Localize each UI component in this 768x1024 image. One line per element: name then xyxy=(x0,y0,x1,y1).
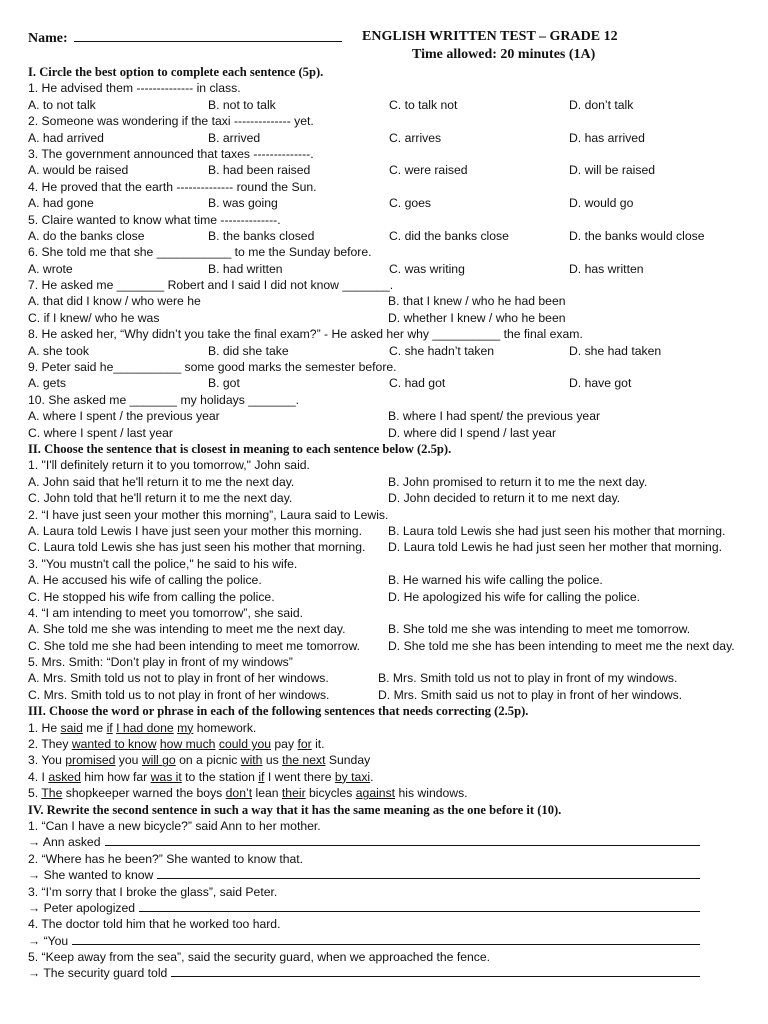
sentence-fragment: bicycles xyxy=(305,786,356,801)
question-row xyxy=(28,605,748,621)
option-c: C. where I spent / last year xyxy=(28,425,173,440)
underlined-option[interactable]: could you xyxy=(218,737,272,752)
option-c: C. Laura told Lewis she has just seen his mother that morning. xyxy=(28,540,366,555)
option-d: D. she had taken xyxy=(569,343,662,358)
question-text: 10. She asked me _______ my holidays _______. xyxy=(28,392,300,407)
question-row xyxy=(28,113,748,129)
page-title: ENGLISH WRITTEN TEST – GRADE 12 xyxy=(362,29,618,44)
question-text: 1. “Can I have a new bicycle?” said Ann to her mother. xyxy=(28,818,321,833)
option-c: C. were raised xyxy=(389,163,468,178)
option-row xyxy=(28,687,748,703)
sentence-fragment: shopkeeper warned the boys xyxy=(62,786,226,801)
underlined-option[interactable]: will go xyxy=(141,753,176,768)
test-body xyxy=(28,64,748,982)
option-a: A. He accused his wife of calling the police. xyxy=(28,573,262,588)
option-row xyxy=(28,375,748,391)
option-row xyxy=(28,572,748,588)
option-b: B. John promised to return it to me the next day. xyxy=(388,474,648,489)
question-text: 5. Claire wanted to know what time --------------. xyxy=(28,212,281,227)
question-text: 1. "I'll definitely return it to you tomorrow," John said. xyxy=(28,458,310,473)
sentence-fragment: . xyxy=(370,769,374,784)
option-c: C. had got xyxy=(389,376,446,391)
option-row xyxy=(28,293,748,309)
underlined-option[interactable]: if xyxy=(106,720,113,735)
option-b: B. had written xyxy=(208,261,283,276)
option-b: B. Mrs. Smith told us not to play in front of my windows. xyxy=(378,671,678,686)
underlined-option[interactable]: The xyxy=(41,786,63,801)
option-row xyxy=(28,130,748,146)
underlined-option[interactable]: by taxi xyxy=(334,769,371,784)
answer-stem: → She wanted to know xyxy=(28,868,154,883)
option-d: D. don’t talk xyxy=(569,97,634,112)
underlined-option[interactable]: the next xyxy=(282,753,326,768)
underlined-option[interactable]: against xyxy=(355,786,396,801)
option-b: B. was going xyxy=(208,196,278,211)
option-a: A. gets xyxy=(28,376,66,391)
question-row xyxy=(28,457,748,473)
option-a: A. she took xyxy=(28,343,89,358)
answer-row xyxy=(28,900,748,916)
option-b: B. did she take xyxy=(208,343,289,358)
sentence-fragment: Sunday xyxy=(325,753,371,768)
question-text: 2. “Where has he been?” She wanted to know that. xyxy=(28,851,304,866)
option-b: B. had been raised xyxy=(208,163,311,178)
option-c: C. was writing xyxy=(389,261,465,276)
question-row xyxy=(28,556,748,572)
section-heading xyxy=(28,802,748,818)
option-row xyxy=(28,589,748,605)
option-b: B. that I knew / who he had been xyxy=(388,294,566,309)
answer-stem: → “You xyxy=(28,933,69,948)
question-text: 5. Mrs. Smith: “Don’t play in front of my windows” xyxy=(28,655,293,670)
option-row xyxy=(28,408,748,424)
question-text: 2. “I have just seen your mother this morning”, Laura said to Lewis. xyxy=(28,507,389,522)
option-row xyxy=(28,621,748,637)
option-c: C. John told that he'll return it to me the next day. xyxy=(28,491,293,506)
question-row xyxy=(28,392,748,408)
rewrite-prompt xyxy=(28,916,748,932)
sentence-fragment: 2. They xyxy=(28,737,72,752)
question-text: 7. He asked me _______ Robert and I said I did not know _______. xyxy=(28,278,394,293)
underlined-option[interactable]: with xyxy=(240,753,263,768)
option-a: A. had arrived xyxy=(28,130,104,145)
rewrite-prompt xyxy=(28,884,748,900)
option-d: D. would go xyxy=(569,196,634,211)
underlined-option[interactable]: for xyxy=(297,737,312,752)
question-row xyxy=(28,212,748,228)
option-d: D. have got xyxy=(569,376,632,391)
question-row xyxy=(28,244,748,260)
option-a: A. would be raised xyxy=(28,163,129,178)
option-row xyxy=(28,343,748,359)
option-b: B. Laura told Lewis she had just seen his mother that morning. xyxy=(388,523,726,538)
answer-row xyxy=(28,834,748,850)
option-a: A. had gone xyxy=(28,196,94,211)
question-row xyxy=(28,359,748,375)
underlined-option[interactable]: how much xyxy=(159,737,216,752)
sentence-fragment: him how far xyxy=(80,769,151,784)
underlined-option[interactable]: asked xyxy=(48,769,81,784)
underlined-option[interactable]: wanted to know xyxy=(71,737,157,752)
answer-blank-line[interactable] xyxy=(139,900,700,912)
answer-row xyxy=(28,965,748,981)
underlined-option[interactable]: promised xyxy=(65,753,116,768)
sentence-fragment: pay xyxy=(271,737,298,752)
option-c: C. did the banks close xyxy=(389,228,509,243)
question-text: 4. He proved that the earth -------------- round the Sun. xyxy=(28,179,317,194)
option-d: D. the banks would close xyxy=(569,228,705,243)
answer-stem: → Ann asked xyxy=(28,835,101,850)
question-text: 1. He advised them -------------- in class. xyxy=(28,81,241,96)
rewrite-prompt xyxy=(28,949,748,965)
question-row xyxy=(28,507,748,523)
question-row xyxy=(28,277,748,293)
option-b: B. the banks closed xyxy=(208,228,315,243)
sentence-fragment: to the station xyxy=(181,769,259,784)
sentence-fragment: 1. He xyxy=(28,720,61,735)
option-c: C. Mrs. Smith told us to not play in front of her windows. xyxy=(28,687,330,702)
option-a: A. wrote xyxy=(28,261,73,276)
option-d: D. She told me she has been intending to meet me the next day. xyxy=(388,638,735,653)
question-row xyxy=(28,146,748,162)
sentence-fragment: I went there xyxy=(264,769,335,784)
option-b: B. She told me she was intending to meet me tomorrow. xyxy=(388,622,691,637)
sentence-fragment: homework. xyxy=(193,720,257,735)
question-row xyxy=(28,179,748,195)
answer-blank-line[interactable] xyxy=(105,834,700,846)
underlined-option[interactable]: said xyxy=(60,720,83,735)
option-d: D. He apologized his wife for calling the police. xyxy=(388,589,641,604)
error-sentence xyxy=(28,769,748,785)
sentence-fragment: us xyxy=(262,753,283,768)
option-d: D. will be raised xyxy=(569,163,656,178)
answer-blank-line[interactable] xyxy=(157,867,700,879)
option-row xyxy=(28,310,748,326)
test-header xyxy=(28,29,748,63)
option-row xyxy=(28,638,748,654)
option-a: A. She told me she was intending to meet me the next day. xyxy=(28,622,346,637)
option-d: D. Mrs. Smith said us not to play in front of her windows. xyxy=(378,687,683,702)
question-text: 3. The government announced that taxes --------------. xyxy=(28,146,314,161)
option-a: A. to not talk xyxy=(28,97,96,112)
underlined-option[interactable]: don’t xyxy=(225,786,253,801)
section-1-title: I. Circle the best option to complete each sentence (5p). xyxy=(28,65,324,79)
sentence-fragment: me xyxy=(82,720,107,735)
question-text: 4. The doctor told him that he worked too hard. xyxy=(28,917,281,932)
question-text: 5. “Keep away from the sea”, said the security guard, when we approached the fence. xyxy=(28,950,491,965)
option-a: A. John said that he'll return it to me the next day. xyxy=(28,474,295,489)
rewrite-prompt xyxy=(28,851,748,867)
error-sentence xyxy=(28,752,748,768)
answer-stem: → The security guard told xyxy=(28,966,168,981)
sentence-fragment: 4. I xyxy=(28,769,49,784)
option-row xyxy=(28,670,748,686)
underlined-option[interactable]: I had done xyxy=(116,720,174,735)
sentence-fragment: lean xyxy=(252,786,282,801)
option-b: B. arrived xyxy=(208,130,261,145)
underlined-option[interactable]: if xyxy=(258,769,265,784)
name-label: Name: xyxy=(28,31,68,46)
sentence-fragment: you xyxy=(115,753,142,768)
question-row xyxy=(28,654,748,670)
option-d: D. whether I knew / who he been xyxy=(388,310,566,325)
section-heading xyxy=(28,441,748,457)
option-a: A. do the banks close xyxy=(28,228,145,243)
option-d: D. John decided to return it to me next day. xyxy=(388,491,621,506)
option-row xyxy=(28,97,748,113)
option-row xyxy=(28,474,748,490)
sentence-fragment: it. xyxy=(311,737,325,752)
option-b: B. where I had spent/ the previous year xyxy=(388,409,601,424)
option-b: B. not to talk xyxy=(208,97,276,112)
option-c: C. He stopped his wife from calling the police. xyxy=(28,589,275,604)
name-blank-line[interactable] xyxy=(74,29,342,42)
answer-row xyxy=(28,933,748,949)
option-row xyxy=(28,162,748,178)
option-row xyxy=(28,490,748,506)
error-sentence xyxy=(28,736,748,752)
section-heading xyxy=(28,64,748,80)
sentence-fragment: 3. You xyxy=(28,753,66,768)
underlined-option[interactable]: their xyxy=(281,786,306,801)
option-a: A. where I spent / the previous year xyxy=(28,409,220,424)
time-allowed: Time allowed: 20 minutes (1A) xyxy=(412,47,596,62)
section-heading xyxy=(28,703,748,719)
option-b: B. got xyxy=(208,376,240,391)
section-3-title: III. Choose the word or phrase in each of the following sentences that needs correcting (2.5p). xyxy=(28,704,529,719)
answer-row xyxy=(28,867,748,883)
answer-stem: → Peter apologized xyxy=(28,900,136,915)
rewrite-prompt xyxy=(28,818,748,834)
option-d: D. where did I spend / last year xyxy=(388,425,557,440)
underlined-option[interactable]: my xyxy=(177,720,194,735)
sentence-fragment: on a picnic xyxy=(175,753,241,768)
option-c: C. to talk not xyxy=(389,97,458,112)
option-row xyxy=(28,523,748,539)
question-text: 8. He asked her, “Why didn’t you take the final exam?” - He asked her why __________ the final exam. xyxy=(28,327,583,342)
name-field xyxy=(28,29,342,47)
question-text: 3. “I’m sorry that I broke the glass”, said Peter. xyxy=(28,884,278,899)
option-row xyxy=(28,261,748,277)
option-d: D. Laura told Lewis he had just seen her mother that morning. xyxy=(388,540,722,555)
option-a: A. Laura told Lewis I have just seen your mother this morning. xyxy=(28,523,362,538)
question-row xyxy=(28,80,748,96)
option-d: D. has written xyxy=(569,261,644,276)
option-a: A. Mrs. Smith told us not to play in front of her windows. xyxy=(28,671,329,686)
option-d: D. has arrived xyxy=(569,130,645,145)
option-row xyxy=(28,539,748,555)
option-c: C. she hadn’t taken xyxy=(389,343,495,358)
answer-blank-line[interactable] xyxy=(171,965,700,977)
answer-blank-line[interactable] xyxy=(72,933,700,945)
underlined-option[interactable]: was it xyxy=(150,769,182,784)
question-row xyxy=(28,326,748,342)
question-text: 2. Someone was wondering if the taxi -------------- yet. xyxy=(28,114,314,129)
option-c: C. arrives xyxy=(389,130,442,145)
question-text: 9. Peter said he__________ some good marks the semester before. xyxy=(28,360,397,375)
section-4-title: IV. Rewrite the second sentence in such a way that it has the same meaning as the one before it (10). xyxy=(28,802,562,817)
option-a: A. that did I know / who were he xyxy=(28,294,201,309)
sentence-fragment: his windows. xyxy=(395,786,468,801)
question-text: 3. "You mustn't call the police," he said to his wife. xyxy=(28,556,298,571)
section-2-title: II. Choose the sentence that is closest in meaning to each sentence below (2.5p). xyxy=(28,441,452,456)
option-row xyxy=(28,195,748,211)
option-b: B. He warned his wife calling the police. xyxy=(388,573,603,588)
option-c: C. She told me she had been intending to meet me tomorrow. xyxy=(28,638,360,653)
option-row xyxy=(28,228,748,244)
error-sentence xyxy=(28,785,748,801)
option-c: C. goes xyxy=(389,196,432,211)
option-c: C. if I knew/ who he was xyxy=(28,310,160,325)
question-text: 6. She told me that she ___________ to me the Sunday before. xyxy=(28,245,372,260)
sentence-fragment: 5. xyxy=(28,786,42,801)
option-row xyxy=(28,425,748,441)
question-text: 4. “I am intending to meet you tomorrow”, she said. xyxy=(28,605,304,620)
error-sentence xyxy=(28,720,748,736)
